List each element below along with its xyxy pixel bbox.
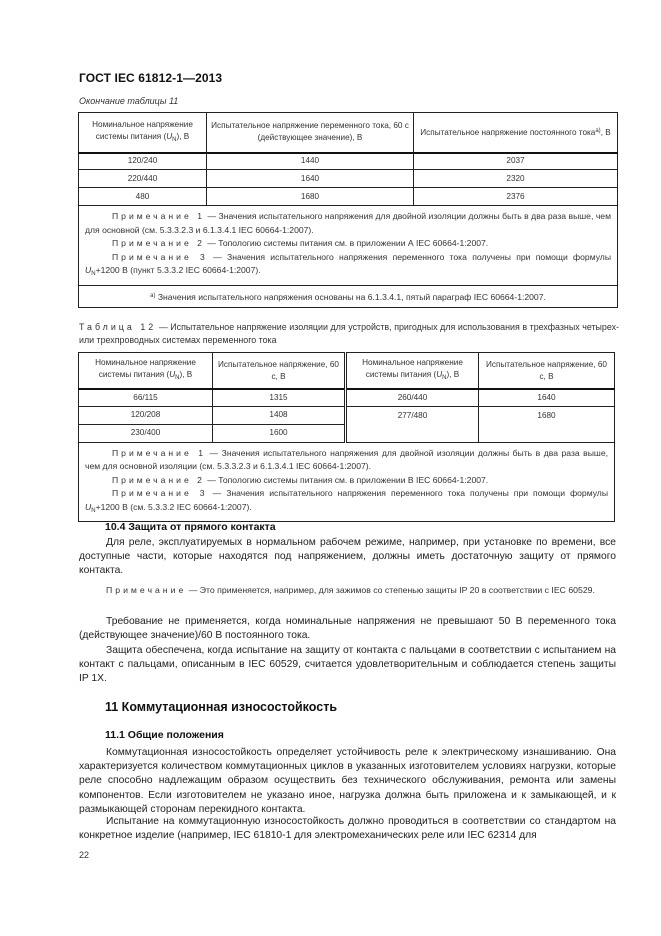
table-cell: 1315: [213, 389, 346, 406]
header-text: Номинальное напряжение системы питания (: [362, 358, 463, 379]
note-text: — Значения испытательного напряжения переменного тока получены при помощи формулы: [207, 251, 611, 262]
note-2: [85, 474, 608, 488]
note-text: — Значения испытательного напряжения для двойной изоляции должны быть в два раза выше, чем для основной (см. 5.3.3.2.3 и 6.1.3.4.1 IEC 60664-1:2007).: [85, 211, 611, 235]
table-cell: 1680: [207, 188, 414, 206]
paragraph-text: Защита обеспечена, когда испытание на защиту от контакта с пальцами в соответствии с испытанием на контакт с пальцами, описанным в IEC 60529, считается удовлетворительным и соблюдается степень защиты IP 1X.: [79, 645, 616, 685]
table-cell: 1640: [207, 170, 414, 188]
note-text: — Значения испытательного напряжения переменного тока получены при помощи формулы: [207, 488, 608, 498]
table-cell: 1408: [213, 406, 346, 424]
table12-caption: [79, 321, 619, 347]
note-text: — Это применяется, например, для зажимов со степенью защиты IP 20 в соответствии с IEC 60529.: [186, 585, 595, 595]
note-3: [85, 251, 611, 282]
table-cell: 1600: [213, 424, 346, 442]
note-2: [85, 237, 611, 251]
paragraph: [79, 536, 616, 579]
table-cell: 1640: [479, 389, 615, 406]
table-12: [78, 352, 615, 522]
header-cell: [346, 353, 479, 390]
note-text: +1200 В (пункт 5.3.3.2 IEC 60664-1:2007).: [95, 265, 261, 275]
footnote-text: Значения испытательного напряжения основаны на 6.1.3.4.1, пятый параграф IEC 60664-1:2007.: [155, 291, 546, 302]
table-cell: 480: [79, 188, 207, 206]
note-label: Примечание 1: [112, 211, 205, 221]
table-cell: 230/400: [79, 424, 213, 442]
subscript: N: [91, 271, 96, 277]
header-text: , В: [600, 128, 611, 138]
table-cell: 2376: [414, 188, 618, 206]
paragraph-text: Коммутационная износостойкость определяет устойчивость реле к электрическому изнашиванию. Она характеризуется количеством коммутационных циклов в указанных изготовителем условиях нагрузки, которые реле способно надлежащим образом осуществить без технического обслуживания, ремонта или замены компонентов. Если изготовителем не указано иное, нагрузка должна быть приложена и к замыкающей, и к размыкающей сторонам перекидного контакта.: [79, 747, 616, 815]
table-row: [79, 153, 618, 170]
note-1: [85, 210, 611, 237]
variable: U: [169, 370, 176, 379]
paragraph-text: Испытание на коммутационную износостойкость должно проводиться в соответствии со стандартом на конкретное изделие (например, IEC 61810-1 для электромеханических реле или IEC 62314 для: [79, 816, 616, 842]
note-label: Примечание 1: [112, 447, 207, 458]
variable: U: [85, 265, 92, 275]
section-heading-11: 11 Коммутационная износостойкость: [105, 700, 338, 714]
header-cell: [79, 113, 207, 153]
paragraph: [79, 615, 616, 643]
note-label: Примечание 3: [112, 251, 208, 262]
note-label: Примечание 2: [112, 238, 205, 248]
note-text: — Топологию системы питания см. в приложении А IEC 60664-1:2007.: [204, 238, 489, 248]
table-footnote-row: [79, 285, 618, 307]
table-header-row: [79, 353, 615, 390]
section-heading-10-4: 10.4 Защита от прямого контакта: [105, 521, 276, 533]
table11-caption: Окончание таблицы 11: [79, 96, 179, 106]
paragraph-text: Для реле, эксплуатируемых в нормальном рабочем режиме, например, при установке по времени, все доступные части, которые находятся под напряжением, должны иметь достаточную защиту от прямого контакта.: [79, 537, 616, 577]
note-text: +1200 В (см. 5.3.3.2 IEC 60664-1:2007).: [95, 501, 252, 512]
table-cell: 277/480: [346, 406, 479, 442]
paragraph: [79, 746, 616, 817]
note-1: [85, 447, 608, 474]
table-cell: 2320: [414, 170, 618, 188]
footnote-mark: а): [595, 128, 601, 135]
note-text: — Значения испытательного напряжения для двойной изоляции должны быть в два раза выше, чем для основной изоляции (см. 5.3.3.2.3 и 6.1.3.4.1 IEC 60664-1:2007).: [85, 447, 608, 471]
table-row: [79, 188, 618, 206]
header-cell: Испытательное напряжение, 60 с, В: [479, 353, 615, 390]
footnote-mark: а): [150, 292, 156, 299]
header-cell: Испытательное напряжение переменного тока, 60 с (действующее значение), В: [207, 113, 414, 153]
note-3: [85, 487, 608, 518]
table-row: [79, 389, 615, 406]
notes-cell: [79, 442, 615, 522]
note-label: Примечание 3: [112, 488, 208, 498]
notes-cell: [79, 206, 618, 286]
note: [79, 584, 616, 597]
table-cell: 220/440: [79, 170, 207, 188]
table-cell: 1680: [479, 406, 615, 442]
table-notes-row: [79, 206, 618, 286]
header-text: ), В: [176, 131, 190, 141]
header-text: Испытательное напряжение постоянного тока: [420, 128, 596, 138]
page-number: 22: [79, 850, 90, 860]
section-heading-11-1: 11.1 Общие положения: [105, 729, 224, 741]
table-cell: 120/208: [79, 406, 213, 424]
footnote-cell: [79, 285, 618, 307]
subscript: N: [91, 507, 96, 514]
table-cell: 120/240: [79, 153, 207, 170]
note-label: Примечание: [106, 585, 187, 595]
table-cell: 260/440: [346, 389, 479, 406]
header-cell: [79, 353, 213, 390]
header-text: ), В: [179, 370, 193, 379]
header-cell: [414, 113, 618, 153]
note-label: Примечание 2: [112, 474, 205, 485]
table-label: Таблица 12: [79, 322, 157, 332]
paragraph-text: Требование не применяется, когда номинальные напряжения не превышают 50 В переменного тока (действующее значение)/60 В постоянного тока.: [79, 616, 616, 642]
subscript: N: [442, 375, 447, 381]
table-cell: 2037: [414, 153, 618, 170]
table-notes-row: [79, 442, 615, 522]
variable: U: [85, 501, 92, 512]
table-cell: 66/115: [79, 389, 213, 406]
variable: U: [166, 131, 173, 141]
header-cell: Испытательное напряжение, 60 с, В: [213, 353, 346, 390]
header-text: Номинальное напряжение системы питания (: [92, 119, 193, 141]
table-row: [79, 170, 618, 188]
header-text: Номинальное напряжение системы питания (: [95, 358, 196, 379]
note-text: — Топологию системы питания см. в приложении В IEC 60664-1:2007.: [204, 474, 489, 485]
document-header: ГОСТ IEC 61812-1—2013: [79, 71, 223, 85]
paragraph: [79, 644, 616, 687]
table-header-row: [79, 113, 618, 153]
variable: U: [436, 370, 443, 379]
table-row: [79, 406, 615, 424]
table-cell: 1440: [207, 153, 414, 170]
paragraph: [79, 815, 616, 843]
table-11: [78, 112, 618, 308]
subscript: N: [175, 375, 180, 381]
table-title: — Испытательное напряжение изоляции для устройств, пригодных для использования в трехфазных четырех- или трехпроводных системах переменного тока: [79, 322, 619, 345]
subscript: N: [172, 136, 177, 143]
header-text: ), В: [446, 370, 460, 379]
